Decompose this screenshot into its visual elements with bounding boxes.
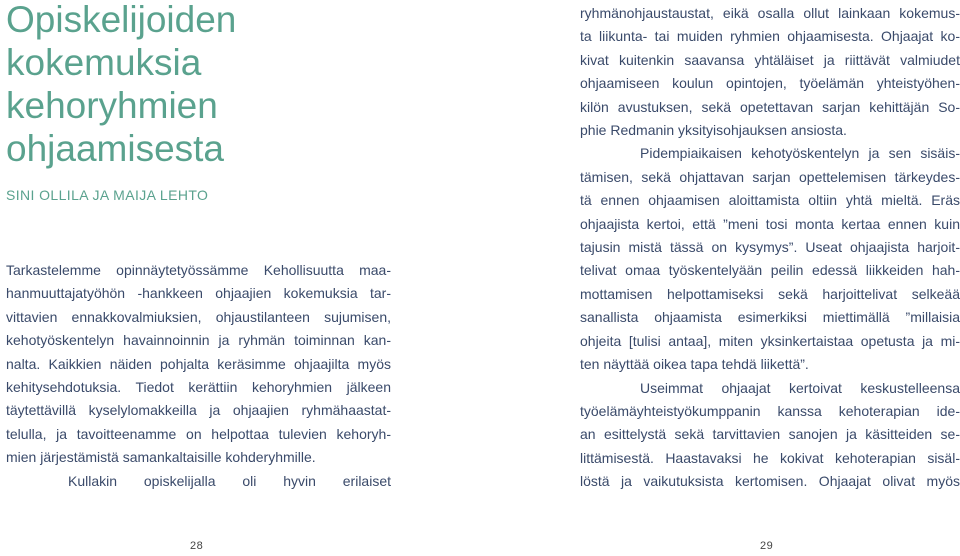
body-line: ohjaamiseen koulun opintojen, työelämän yhteistyöhen- bbox=[580, 75, 960, 92]
right-body-text bbox=[580, 2, 960, 494]
body-line: Useimmat ohjaajat kertoivat keskustelleensa bbox=[640, 379, 960, 396]
body-line: kehitysehdotuksia. Tiedot kerättiin kehoryhmien jälkeen bbox=[6, 379, 391, 396]
title-line: kokemuksia bbox=[6, 42, 202, 83]
body-line: mottamisen helpottamiseksi sekä harjoittelivat selkeää bbox=[580, 285, 960, 302]
body-line: kilön avustuksen, sekä opetettavan sarjan kehittäjän So- bbox=[580, 98, 960, 115]
article-authors: SINI OLLILA JA MAIJA LEHTO bbox=[6, 187, 209, 203]
body-line: ta liikunta- tai muiden ryhmien ohjaamisesta. Ohjaajat ko- bbox=[580, 28, 960, 45]
article-title bbox=[6, 0, 306, 170]
body-line: Tarkastelemme opinnäytetyössämme Kehollisuutta maa- bbox=[6, 262, 391, 278]
body-line: mien järjestämistä samankaltaisille kohderyhmille. bbox=[6, 449, 316, 466]
body-line: phie Redmanin yksityisohjauksen ansiosta. bbox=[580, 122, 847, 139]
body-line: vittavien ennakkovalmiuksien, ohjaustilanteen sujumisen, bbox=[6, 308, 391, 325]
body-line: nalta. Kaikkien näiden pohjalta keräsimme ohjaajilta myös bbox=[6, 355, 391, 372]
body-line: tä ennen ohjaamisen aloittamista oltiin yhtä mieltä. Eräs bbox=[580, 192, 960, 209]
body-line: hanmuuttajatyöhön -hankkeen ohjaajien kokemuksia tar- bbox=[6, 285, 391, 302]
body-line: tämisen, sekä ohjattavan sarjan opettelemisen tärkeydes- bbox=[580, 168, 960, 185]
body-line: ohjaajista kertoi, että ”meni tosi monta kertaa ennen kuin bbox=[580, 215, 960, 232]
title-line: kehoryhmien bbox=[6, 85, 218, 126]
body-line: sanallista ohjaamista esimerkiksi miettimällä ”millaisia bbox=[580, 309, 960, 326]
body-line: täytettävillä kyselylomakkeilla ja ohjaajien ryhmähaastat- bbox=[6, 402, 391, 419]
title-line: ohjaamisesta bbox=[6, 128, 225, 169]
title-line: Opiskelijoiden bbox=[6, 0, 237, 40]
body-line: littämisestä. Haastavaksi he kokivat kehoterapian sisäl- bbox=[580, 449, 960, 466]
body-line: ryhmänohjaustaustat, eikä osalla ollut lainkaan kokemus- bbox=[580, 5, 960, 21]
body-line: ohjeita [tulisi antaa], miten yksinkertaistaa opetusta ja mi- bbox=[580, 332, 960, 349]
body-line: an esittelystä sekä tarvittavien sanojen ja käsitteiden se- bbox=[580, 426, 960, 443]
body-line: kehotyöskentelyn havainnoinnin ja ryhmän toiminnan kan- bbox=[6, 332, 391, 349]
body-line: kivat kuitenkin saavansa yhtäläiset ja riittävät valmiudet bbox=[580, 51, 960, 68]
right-page bbox=[480, 0, 960, 556]
page-number: 28 bbox=[190, 540, 204, 552]
page-number: 29 bbox=[760, 540, 774, 552]
body-line: Pidempiaikaisen kehotyöskentelyn ja sen sisäis- bbox=[640, 145, 960, 162]
body-line: löstä ja vaikutuksista kertomisen. Ohjaajat olivat myös bbox=[580, 473, 960, 490]
body-line: telivat omaa työskentelyään peilin edessä liikkeiden hah- bbox=[580, 262, 960, 279]
body-line: telulla, ja tavoitteenamme on helpottaa tulevien kehoryh- bbox=[6, 425, 391, 442]
body-line: tajusin mistä tässä on kysymys”. Useat ohjaajista harjoit- bbox=[580, 239, 960, 256]
body-line: työelämäyhteistyökumppanin kanssa kehoterapian ide- bbox=[580, 402, 960, 419]
body-line: Kullakin opiskelijalla oli hyvin erilaiset bbox=[68, 472, 391, 489]
left-body-text bbox=[6, 259, 391, 493]
body-line: ten näyttää oikea tapa tehdä liikettä”. bbox=[580, 356, 809, 373]
